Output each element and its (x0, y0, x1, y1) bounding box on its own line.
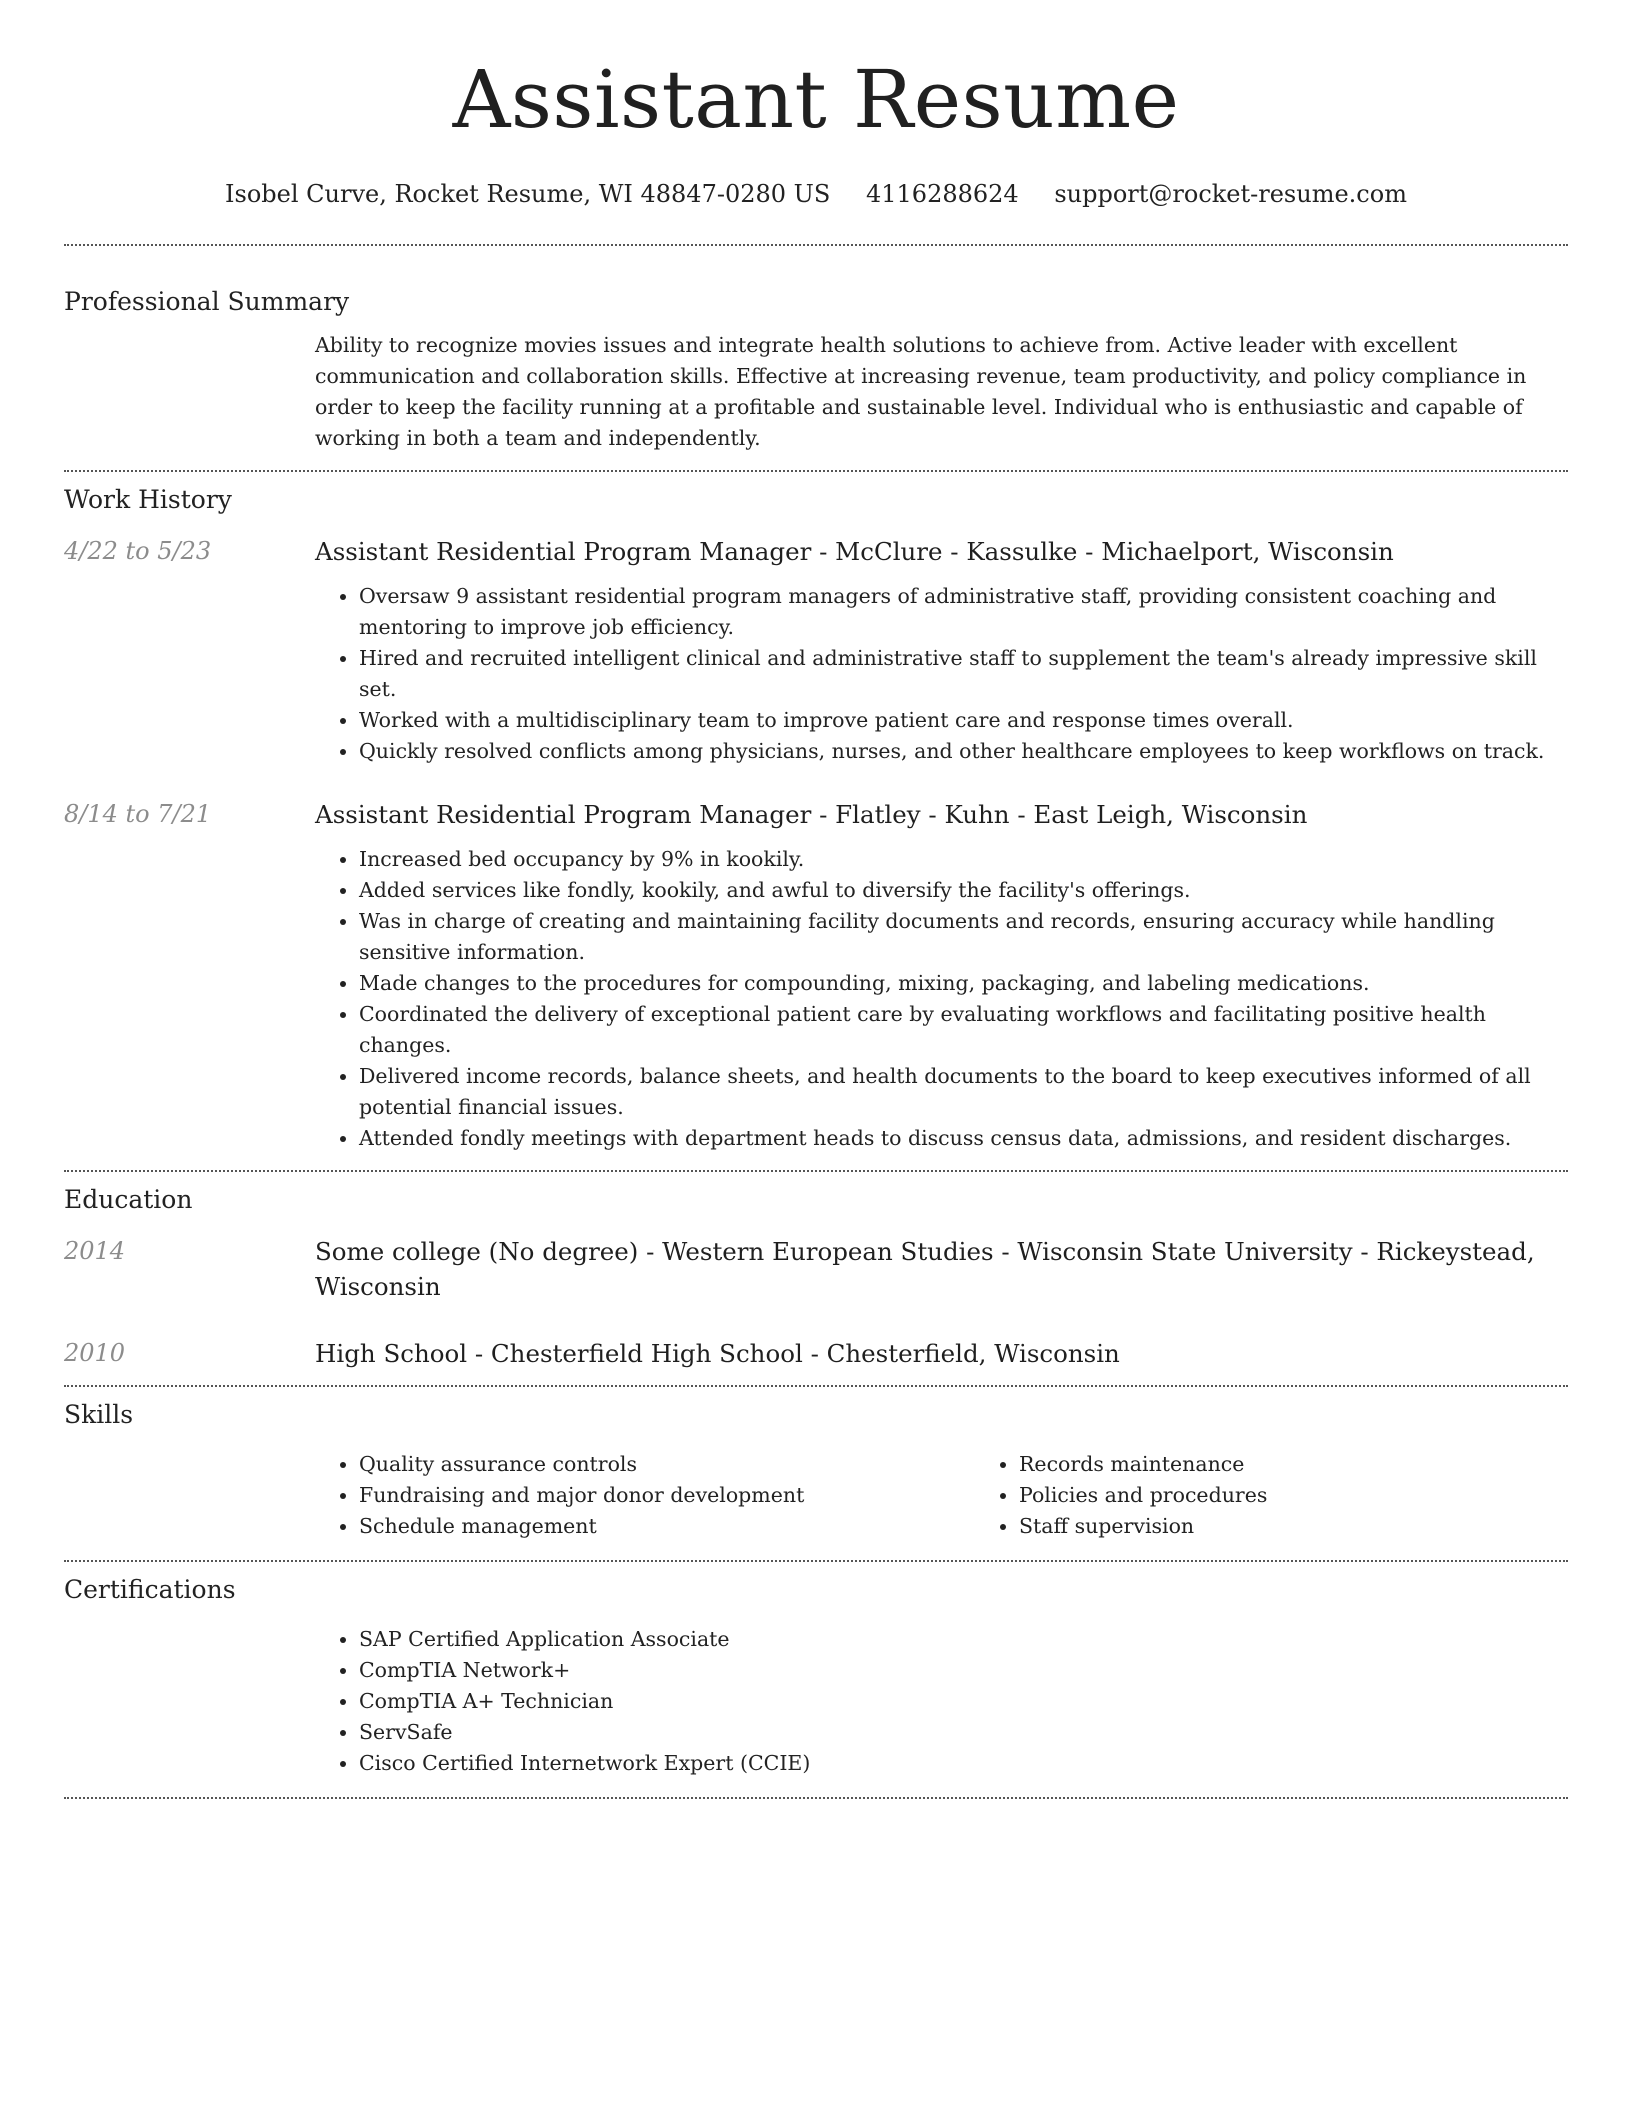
list-item: • CompTIA Network+ (359, 1655, 1568, 1686)
education-entry (64, 1234, 1568, 1304)
list-item: • Quality assurance controls (359, 1449, 975, 1480)
divider (64, 244, 1568, 246)
section-heading-skills: Skills (64, 1400, 134, 1429)
job-entry (64, 797, 1568, 1154)
divider (64, 1170, 1568, 1172)
list-item: • Schedule management (359, 1511, 975, 1542)
job-dates: 4/22 to 5/23 (64, 537, 212, 565)
list-item: • Delivered income records, balance sheets, and health documents to the board to keep executives informed of all potential financial issues. (359, 1061, 1568, 1123)
divider (64, 1797, 1568, 1799)
contact-line (64, 178, 1568, 210)
skills-column-right (975, 1449, 1632, 1542)
list-item: • Made changes to the procedures for compounding, mixing, packaging, and labeling medications. (359, 968, 1568, 999)
list-item: • Added services like fondly, kookily, and awful to diversify the facility's offerings. (359, 875, 1568, 906)
skills-column-left (315, 1449, 975, 1542)
list-item: • Attended fondly meetings with department heads to discuss census data, admissions, and resident discharges. (359, 1123, 1568, 1154)
list-item: • Staff supervision (1019, 1511, 1632, 1542)
summary-text: Ability to recognize movies issues and integrate health solutions to achieve from. Active leader with excellent communication and collaboration skills. Effective at increasing revenue, team productivity, and policy compliance in order to keep the facility running at a profitable and sustainable level. Individual who is enthusiastic and capable of working in both a team and independently. (315, 333, 1527, 450)
list-item: • Cisco Certified Internetwork Expert (CCIE) (359, 1748, 1568, 1779)
list-item: • Increased bed occupancy by 9% in kookily. (359, 844, 1568, 875)
contact-phone: 4116288624 (865, 180, 1019, 208)
certifications-list (315, 1624, 1568, 1779)
list-item: • CompTIA A+ Technician (359, 1686, 1568, 1717)
list-item: • Was in charge of creating and maintaining facility documents and records, ensuring accuracy while handling sensitive information. (359, 906, 1568, 968)
divider (64, 1385, 1568, 1387)
contact-email: support@rocket-resume.com (1054, 180, 1407, 208)
divider (64, 470, 1568, 472)
job-dates: 8/14 to 7/21 (64, 800, 212, 828)
section-heading-summary: Professional Summary (64, 287, 350, 316)
job-entry (64, 534, 1568, 767)
education-year: 2010 (64, 1339, 126, 1367)
list-item: • Records maintenance (1019, 1449, 1632, 1480)
skills-list (315, 1449, 1632, 1542)
section-heading-work-history: Work History (64, 485, 232, 514)
list-item: • ServSafe (359, 1717, 1568, 1748)
job-bullets (315, 844, 1568, 1154)
job-title: Assistant Residential Program Manager - Flatley - Kuhn - East Leigh, Wisconsin (315, 800, 1308, 829)
list-item: • SAP Certified Application Associate (359, 1624, 1568, 1655)
education-entry (64, 1336, 1568, 1371)
contact-address: Isobel Curve, Rocket Resume, WI 48847-0280 US (225, 180, 831, 208)
section-heading-education: Education (64, 1185, 193, 1214)
list-item: • Quickly resolved conflicts among physicians, nurses, and other healthcare employees to keep workflows on track. (359, 736, 1568, 767)
list-item: • Fundraising and major donor development (359, 1480, 975, 1511)
list-item: • Coordinated the delivery of exceptional patient care by evaluating workflows and facilitating positive health changes. (359, 999, 1568, 1061)
list-item: • Oversaw 9 assistant residential program managers of administrative staff, providing consistent coaching and mentoring to improve job efficiency. (359, 581, 1568, 643)
job-bullets (315, 581, 1568, 767)
job-title: Assistant Residential Program Manager - McClure - Kassulke - Michaelport, Wisconsin (315, 537, 1394, 566)
list-item: • Worked with a multidisciplinary team to improve patient care and response times overall. (359, 705, 1568, 736)
resume-title: Assistant Resume (452, 53, 1180, 146)
section-heading-certifications: Certifications (64, 1575, 236, 1604)
education-title: High School - Chesterfield High School - Chesterfield, Wisconsin (315, 1339, 1120, 1368)
list-item: • Hired and recruited intelligent clinical and administrative staff to supplement the team's already impressive skill set. (359, 643, 1568, 705)
resume-page (64, 0, 1568, 1799)
education-title: Some college (No degree) - Western European Studies - Wisconsin State University - Rickeystead, Wisconsin (315, 1237, 1535, 1301)
divider (64, 1560, 1568, 1562)
education-year: 2014 (64, 1237, 126, 1265)
list-item: • Policies and procedures (1019, 1480, 1632, 1511)
